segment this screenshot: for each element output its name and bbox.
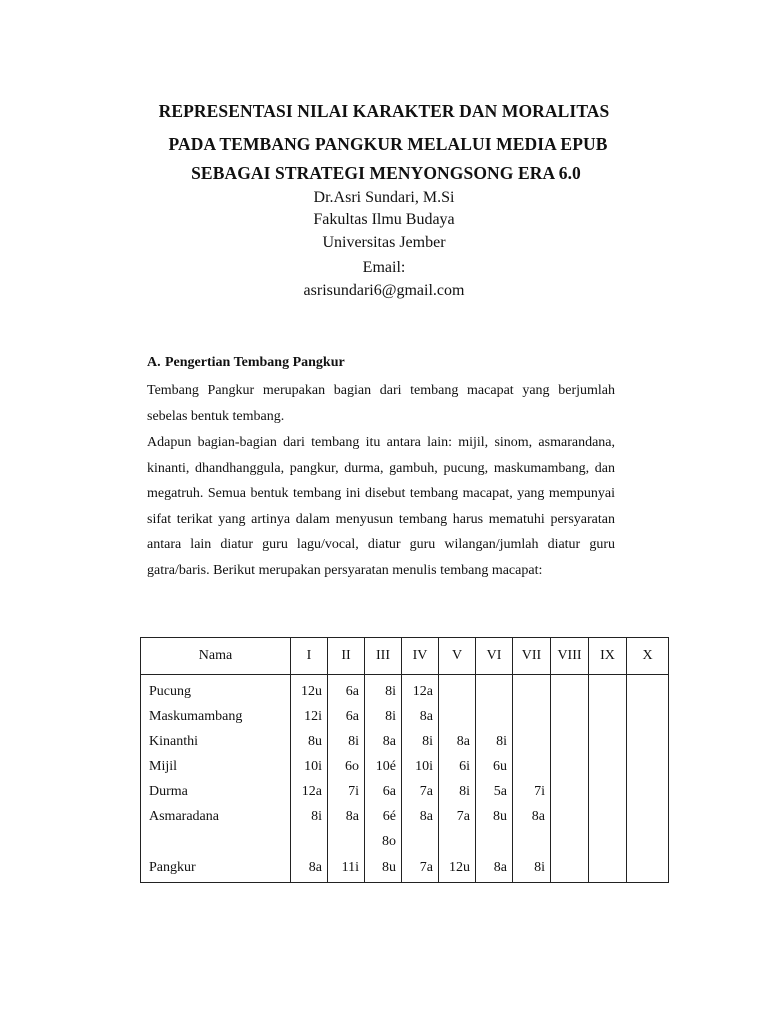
author-name: Dr.Asri Sundari, M.Si xyxy=(313,189,455,206)
meter-cell: 8i xyxy=(476,729,513,754)
meter-cell: 12a xyxy=(291,779,328,804)
title-line-3: SEBAGAI STRATEGI MENYONGSONG ERA 6.0 xyxy=(191,163,581,183)
section-heading xyxy=(147,355,345,371)
header-col-3: III xyxy=(365,638,402,675)
table-row xyxy=(141,754,669,779)
meter-cell: 10i xyxy=(402,754,439,779)
meter-cell: 8a xyxy=(476,854,513,883)
meter-cell xyxy=(551,829,589,854)
meter-cell: 8o xyxy=(365,829,402,854)
meter-cell: 8a xyxy=(402,804,439,829)
author-faculty: Fakultas Ilmu Budaya xyxy=(313,211,455,228)
meter-cell xyxy=(551,754,589,779)
header-col-8: VIII xyxy=(551,638,589,675)
table-row xyxy=(141,704,669,729)
author-email-label: Email: xyxy=(362,259,406,276)
meter-cell xyxy=(551,729,589,754)
meter-cell xyxy=(513,675,551,705)
meter-cell: 8i xyxy=(439,779,476,804)
meter-cell: 11i xyxy=(328,854,365,883)
table-header-row xyxy=(141,638,669,675)
table-row xyxy=(141,779,669,804)
meter-cell: 6u xyxy=(476,754,513,779)
table-row xyxy=(141,804,669,829)
meter-cell: 5a xyxy=(476,779,513,804)
meter-cell: 6o xyxy=(328,754,365,779)
meter-cell xyxy=(589,804,627,829)
meter-cell: 8a xyxy=(402,704,439,729)
header-col-5: V xyxy=(439,638,476,675)
author-email: asrisundari6@gmail.com xyxy=(303,282,465,299)
meter-cell xyxy=(328,829,365,854)
meter-cell xyxy=(627,829,669,854)
meter-cell xyxy=(551,804,589,829)
meter-cell: 10i xyxy=(291,754,328,779)
meter-cell xyxy=(589,704,627,729)
meter-cell: 8u xyxy=(365,854,402,883)
author-university: Universitas Jember xyxy=(322,234,446,251)
header-col-10: X xyxy=(627,638,669,675)
paragraph-1: Tembang Pangkur merupakan bagian dari tembang macapat yang berjumlah sebelas bentuk tembang. xyxy=(147,383,615,424)
meter-cell xyxy=(291,829,328,854)
meter-cell xyxy=(627,754,669,779)
meter-cell: 12a xyxy=(402,675,439,705)
meter-cell xyxy=(589,729,627,754)
meter-cell: 12i xyxy=(291,704,328,729)
meter-cell: 6i xyxy=(439,754,476,779)
title-line-1: REPRESENTASI NILAI KARAKTER DAN MORALITAS xyxy=(158,101,610,121)
meter-cell xyxy=(439,675,476,705)
meter-cell xyxy=(402,829,439,854)
meter-cell xyxy=(589,675,627,705)
meter-cell xyxy=(627,729,669,754)
meter-cell xyxy=(551,704,589,729)
meter-cell xyxy=(551,675,589,705)
header-col-7: VII xyxy=(513,638,551,675)
tembang-name-cell: Asmaradana xyxy=(141,804,291,829)
tembang-name-cell: Pucung xyxy=(141,675,291,705)
header-nama: Nama xyxy=(141,638,291,675)
meter-cell: 7a xyxy=(402,779,439,804)
meter-cell xyxy=(589,779,627,804)
header-col-6: VI xyxy=(476,638,513,675)
meter-cell: 10é xyxy=(365,754,402,779)
meter-cell xyxy=(589,754,627,779)
meter-cell xyxy=(589,854,627,883)
meter-cell: 6é xyxy=(365,804,402,829)
meter-cell xyxy=(513,754,551,779)
meter-cell: 6a xyxy=(365,779,402,804)
section-title: Pengertian Tembang Pangkur xyxy=(165,355,345,370)
tembang-name-cell: Mijil xyxy=(141,754,291,779)
meter-cell: 6a xyxy=(328,704,365,729)
meter-cell: 12u xyxy=(439,854,476,883)
meter-cell: 8i xyxy=(365,675,402,705)
meter-cell: 8u xyxy=(291,729,328,754)
meter-cell: 8a xyxy=(439,729,476,754)
meter-cell: 7a xyxy=(402,854,439,883)
meter-cell xyxy=(627,779,669,804)
header-col-4: IV xyxy=(402,638,439,675)
meter-cell xyxy=(627,854,669,883)
section-number: A. xyxy=(147,355,161,370)
table-row xyxy=(141,854,669,883)
meter-cell: 8i xyxy=(291,804,328,829)
meter-cell: 8i xyxy=(513,854,551,883)
meter-cell: 7i xyxy=(513,779,551,804)
meter-cell xyxy=(551,854,589,883)
header-col-2: II xyxy=(328,638,365,675)
meter-cell: 7i xyxy=(328,779,365,804)
meter-cell: 7a xyxy=(439,804,476,829)
tembang-name-cell: Kinanthi xyxy=(141,729,291,754)
meter-cell xyxy=(513,829,551,854)
meter-cell xyxy=(476,675,513,705)
meter-cell: 12u xyxy=(291,675,328,705)
tembang-name-cell: Maskumambang xyxy=(141,704,291,729)
table-row xyxy=(141,675,669,705)
meter-cell xyxy=(627,804,669,829)
meter-cell xyxy=(439,704,476,729)
meter-cell xyxy=(476,704,513,729)
table-row xyxy=(141,829,669,854)
meter-cell: 6a xyxy=(328,675,365,705)
table-row xyxy=(141,729,669,754)
meter-cell: 8a xyxy=(365,729,402,754)
meter-cell: 8a xyxy=(328,804,365,829)
meter-cell xyxy=(551,779,589,804)
meter-cell xyxy=(589,829,627,854)
meter-cell: 8i xyxy=(365,704,402,729)
meter-cell xyxy=(627,704,669,729)
header-col-9: IX xyxy=(589,638,627,675)
meter-cell xyxy=(476,829,513,854)
tembang-name-cell: Pangkur xyxy=(141,854,291,883)
header-col-1: I xyxy=(291,638,328,675)
title-line-2: PADA TEMBANG PANGKUR MELALUI MEDIA EPUB xyxy=(168,134,608,154)
meter-cell: 8u xyxy=(476,804,513,829)
meter-cell xyxy=(513,704,551,729)
meter-cell: 8i xyxy=(402,729,439,754)
meter-cell xyxy=(439,829,476,854)
meter-cell xyxy=(627,675,669,705)
meter-cell xyxy=(513,729,551,754)
meter-cell: 8a xyxy=(513,804,551,829)
meter-cell: 8a xyxy=(291,854,328,883)
meter-cell: 8i xyxy=(328,729,365,754)
paragraph-2: Adapun bagian-bagian dari tembang itu antara lain: mijil, sinom, asmarandana, kinanti, dhandhanggula, pangkur, durma, gambuh, pucung, maskumambang, dan megatruh. Semua bentuk tembang ini disebut tembang macapat, yang mempunyai sifat terikat yang artinya dalam menyusun tembang harus mematuhi persyaratan antara lain diatur guru lagu/vocal, diatur guru wilangan/jumlah diatur guru gatra/baris. Berikut merupakan persyaratan menulis tembang macapat: xyxy=(147,435,615,578)
tembang-name-cell: Durma xyxy=(141,779,291,804)
tembang-name-cell xyxy=(141,829,291,854)
macapat-rules-table xyxy=(140,637,669,883)
